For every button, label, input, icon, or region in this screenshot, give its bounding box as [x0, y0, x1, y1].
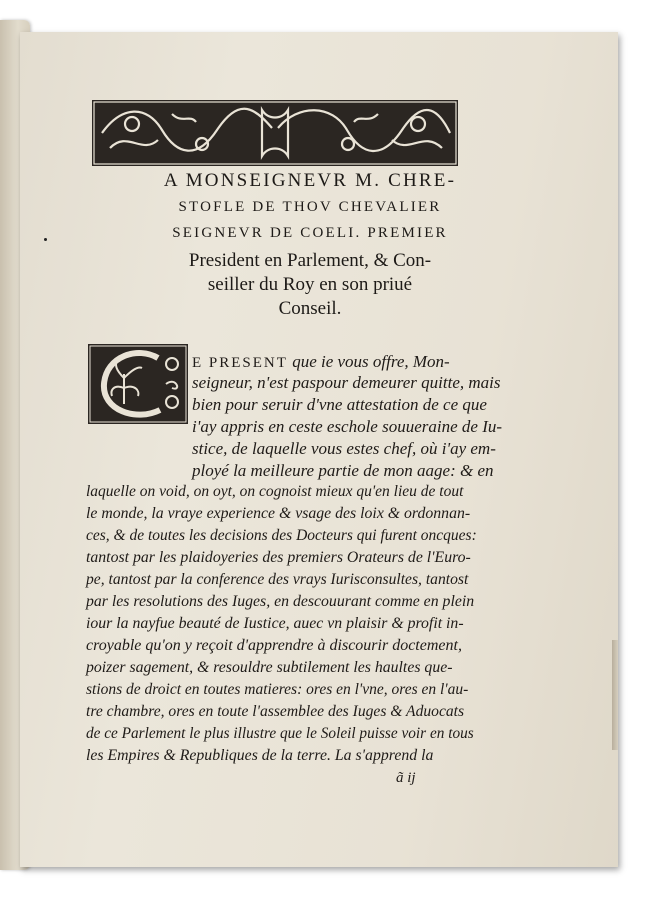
body-line-2: seigneur, n'est paspour demeurer quitte, mais — [192, 373, 501, 392]
body-line-8: le monde, la vraye experience & vsage des loix & ordonnan- — [86, 505, 471, 522]
heading-line-3: SEIGNEVR DE COELI. PREMIER — [172, 225, 448, 241]
page-edge-shadow — [612, 640, 618, 750]
heading-line-2: STOFLE DE THOV CHEVALIER — [178, 199, 442, 215]
body-line-12: par les resolutions des Iuges, en descouurant comme en plein — [86, 593, 475, 610]
body-line-10: tantost par les plaidoyeries des premiers Orateurs de l'Euro- — [86, 549, 471, 566]
body-line-19: les Empires & Republiques de la terre. La s'apprend la — [86, 747, 434, 764]
headpiece-ornament — [92, 100, 458, 166]
body-line-13: iour la nayfue beauté de Iustice, auec vn plaisir & profit in- — [86, 615, 464, 632]
opening-words: E PRESENT — [192, 355, 288, 371]
ornamental-initial-c — [88, 344, 188, 424]
body-line-17: tre chambre, ores en toute l'assemblee des Iuges & Aduocats — [86, 703, 465, 720]
body-line-16: stions de droict en toutes matieres: ores en l'vne, ores en l'au- — [86, 681, 469, 698]
body-line-6: ployé la meilleure partie de mon aage: & en — [192, 461, 494, 480]
body-line-15: poizer sagement, & resouldre subtilement les haultes que- — [86, 659, 453, 676]
heading-line-5: seiller du Roy en son priué — [207, 274, 413, 295]
heading-line-1: A MONSEIGNEVR M. CHRE- — [163, 170, 457, 191]
body-line-18: de ce Parlement le plus illustre que le Soleil puisse voir en tous — [86, 725, 474, 742]
heading-line-4: President en Parlement, & Con- — [188, 250, 432, 271]
body-line-9: ces, & de toutes les decisions des Docteurs qui furent oncques: — [86, 527, 477, 544]
body-line-5: stice, de laquelle vous estes chef, où i'ay em- — [192, 439, 496, 458]
body-line-1 — [192, 352, 450, 372]
ink-speck — [44, 238, 47, 241]
body-line-7: laquelle on void, on oyt, on cognoist mieux qu'en lieu de tout — [86, 483, 464, 500]
heading-line-6: Conseil. — [278, 298, 342, 319]
body-line-14: croyable qu'on y reçoit d'apprendre à discourir doctement, — [86, 637, 462, 654]
body-line-3: bien pour seruir d'vne attestation de ce que — [192, 395, 487, 414]
signature-mark: ã ij — [396, 770, 416, 786]
body-line-11: pe, tantost par la conference des vrays Iurisconsultes, tantost — [86, 571, 469, 588]
body-line-4: i'ay appris en ceste eschole souueraine de Iu- — [192, 417, 503, 436]
body-line-1-text: que ie vous offre, Mon- — [292, 352, 450, 371]
